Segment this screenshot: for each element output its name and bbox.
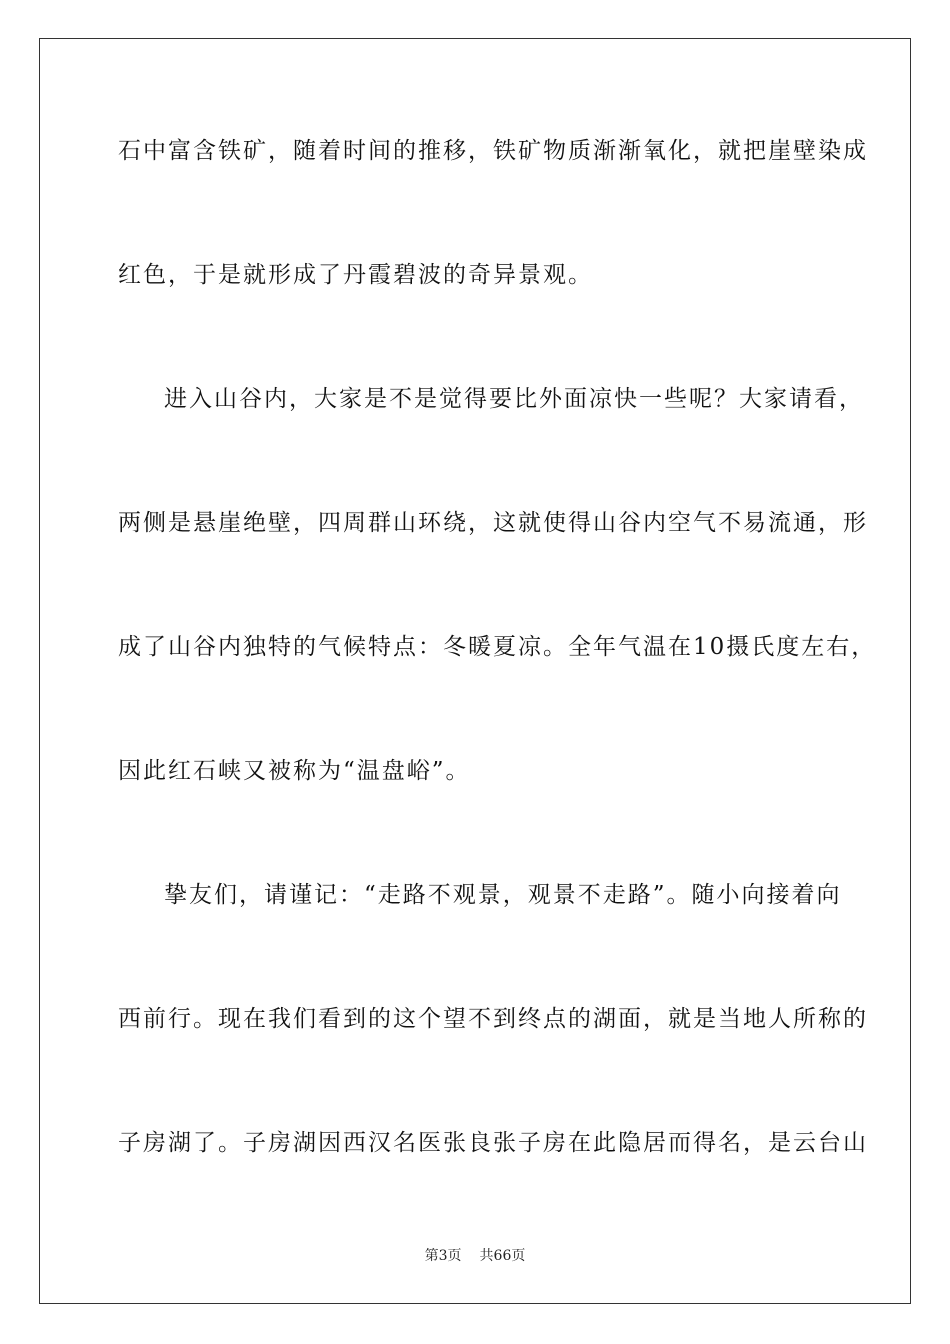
text-line-4: 两侧是悬崖绝壁，四周群山环绕，这就使得山谷内空气不易流通，形 <box>118 510 868 536</box>
text-line-9: 子房湖了。子房湖因西汉名医张良张子房在此隐居而得名，是云台山 <box>118 1130 868 1156</box>
text-line-5: 成了山谷内独特的气候特点：冬暖夏凉。全年气温在10摄氏度左右， <box>118 634 877 660</box>
page-total: 共66页 <box>479 1248 526 1264</box>
page-footer <box>0 1247 950 1265</box>
page-border <box>39 38 911 1304</box>
text-line-7: 挚友们，请谨记：“走路不观景，观景不走路”。随小向接着向 <box>164 882 842 908</box>
text-line-3: 进入山谷内，大家是不是觉得要比外面凉快一些呢？大家请看， <box>164 386 864 412</box>
text-line-8: 西前行。现在我们看到的这个望不到终点的湖面，就是当地人所称的 <box>118 1006 868 1032</box>
page-number: 第3页 <box>424 1248 462 1264</box>
text-line-1: 石中富含铁矿，随着时间的推移，铁矿物质渐渐氧化，就把崖壁染成 <box>118 138 868 164</box>
text-line-6: 因此红石峡又被称为“温盘峪”。 <box>118 758 471 784</box>
text-line-2: 红色，于是就形成了丹霞碧波的奇异景观。 <box>118 262 593 288</box>
